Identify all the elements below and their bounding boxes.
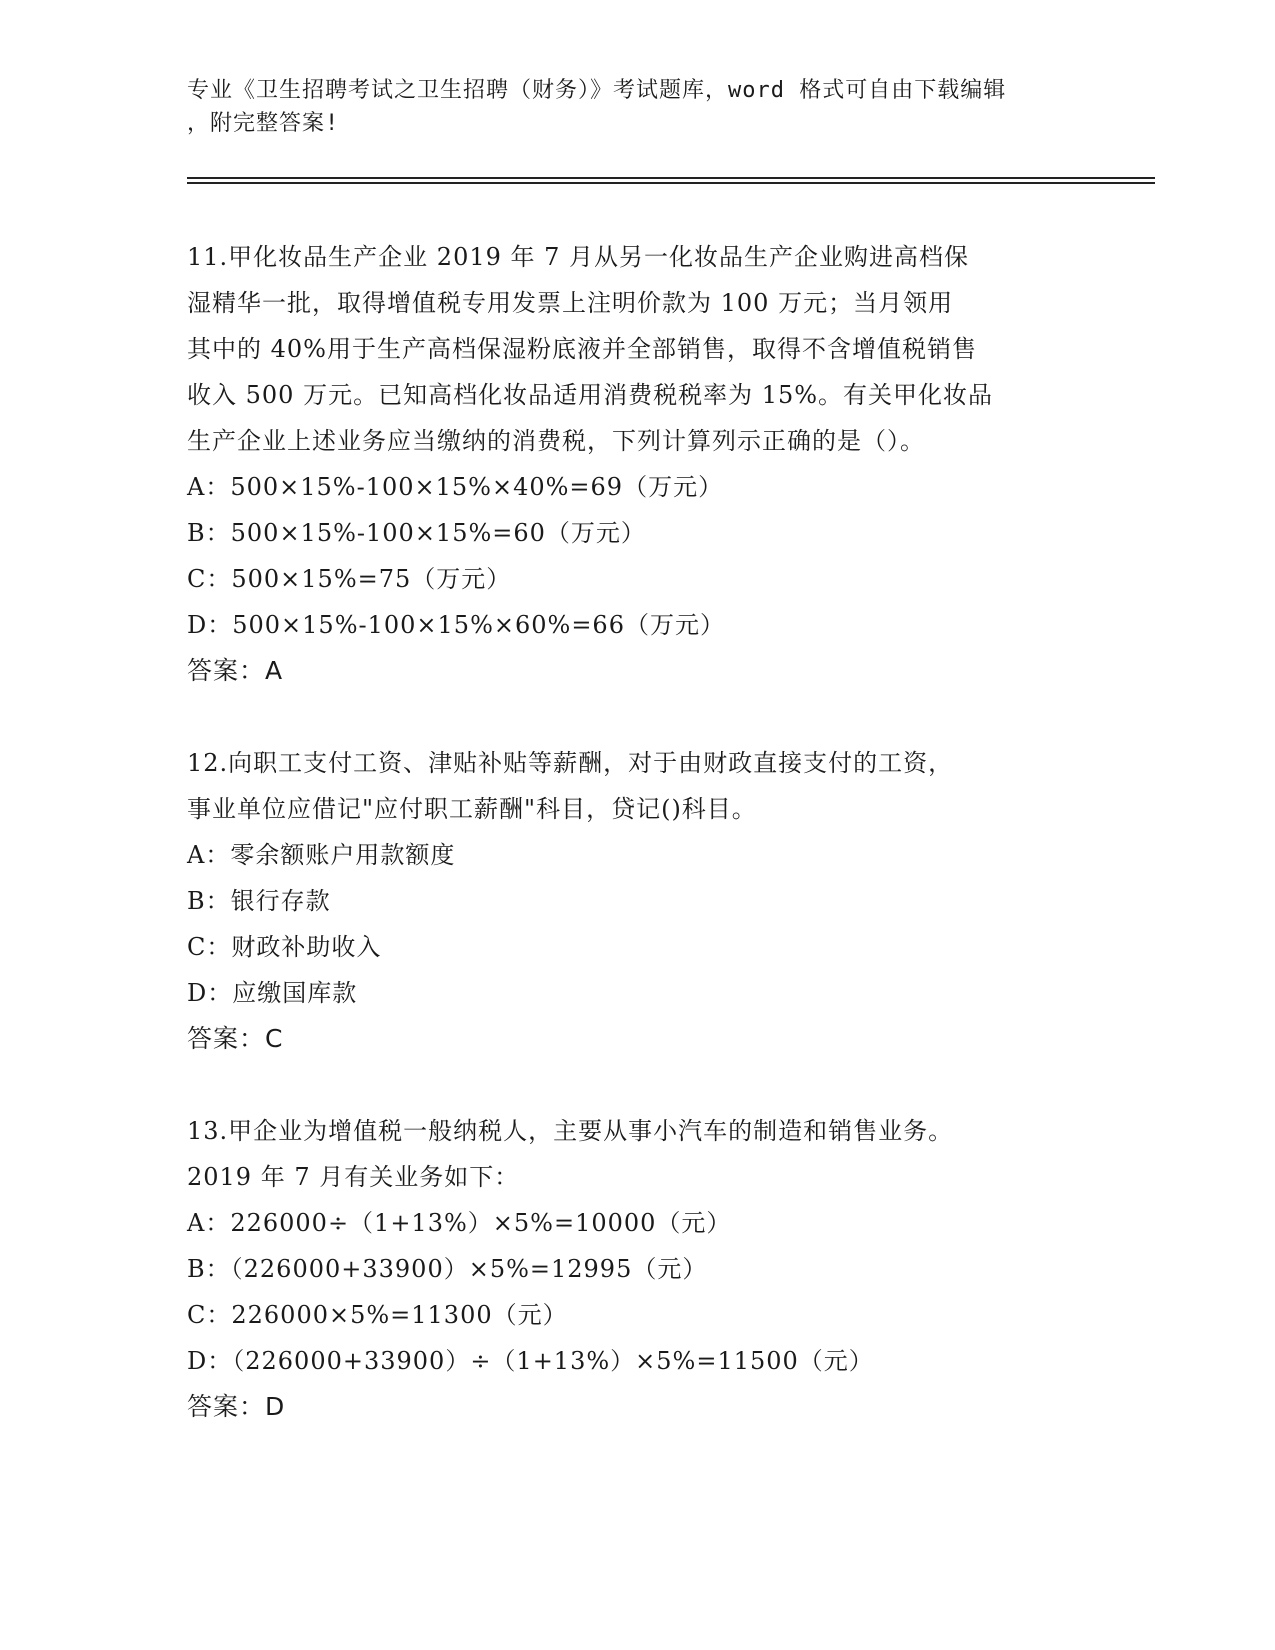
question-stem-line: 11.甲化妆品生产企业 2019 年 7 月从另一化妆品生产企业购进高档保 (187, 243, 970, 271)
header-divider-bottom (187, 182, 1155, 184)
question-12 (187, 740, 1087, 1062)
question-stem-line: 2019 年 7 月有关业务如下： (187, 1163, 520, 1191)
option-b: B：（226000+33900）×5%=12995（元） (187, 1255, 708, 1283)
question-stem-line: 生产企业上述业务应当缴纳的消费税，下列计算列示正确的是（）。 (187, 427, 925, 455)
answer-line: 答案：D (187, 1392, 286, 1421)
option-a: A：500×15%-100×15%×40%=69（万元） (187, 473, 724, 501)
answer-line: 答案：C (187, 1024, 284, 1053)
question-13 (187, 1108, 1087, 1430)
question-11 (187, 234, 1087, 694)
option-d: D：500×15%-100×15%×60%=66（万元） (187, 611, 725, 639)
option-d: D：（226000+33900）÷（1+13%）×5%=11500（元） (187, 1347, 874, 1375)
option-b: B：银行存款 (187, 887, 331, 915)
option-b: B：500×15%-100×15%=60（万元） (187, 519, 646, 547)
option-c: C：226000×5%=11300（元） (187, 1301, 568, 1329)
question-stem-line: 事业单位应借记"应付职工薪酬"科目，贷记()科目。 (187, 795, 757, 823)
question-stem-line: 12.向职工支付工资、津贴补贴等薪酬，对于由财政直接支付的工资， (187, 749, 954, 777)
option-c: C：500×15%=75（万元） (187, 565, 512, 593)
option-d: D：应缴国库款 (187, 979, 358, 1007)
option-a: A：226000÷（1+13%）×5%=10000（元） (187, 1209, 732, 1237)
option-a: A：零余额账户用款额度 (187, 841, 456, 869)
question-stem-line: 收入 500 万元。已知高档化妆品适用消费税税率为 15%。有关甲化妆品 (187, 381, 994, 409)
header-line-1: 专业《卫生招聘考试之卫生招聘（财务）》考试题库，word 格式可自由下载编辑 (187, 78, 1007, 103)
question-stem-line: 13.甲企业为增值税一般纳税人，主要从事小汽车的制造和销售业务。 (187, 1117, 954, 1145)
header-divider-top (187, 177, 1155, 179)
answer-line: 答案：A (187, 656, 284, 685)
question-stem-line: 其中的 40%用于生产高档保湿粉底液并全部销售，取得不含增值税销售 (187, 335, 977, 363)
header-line-2: ，附完整答案! (187, 111, 340, 136)
option-c: C：财政补助收入 (187, 933, 382, 961)
question-list (187, 234, 1087, 1430)
question-stem-line: 湿精华一批，取得增值税专用发票上注明价款为 100 万元；当月领用 (187, 289, 954, 317)
document-header (187, 74, 1067, 140)
